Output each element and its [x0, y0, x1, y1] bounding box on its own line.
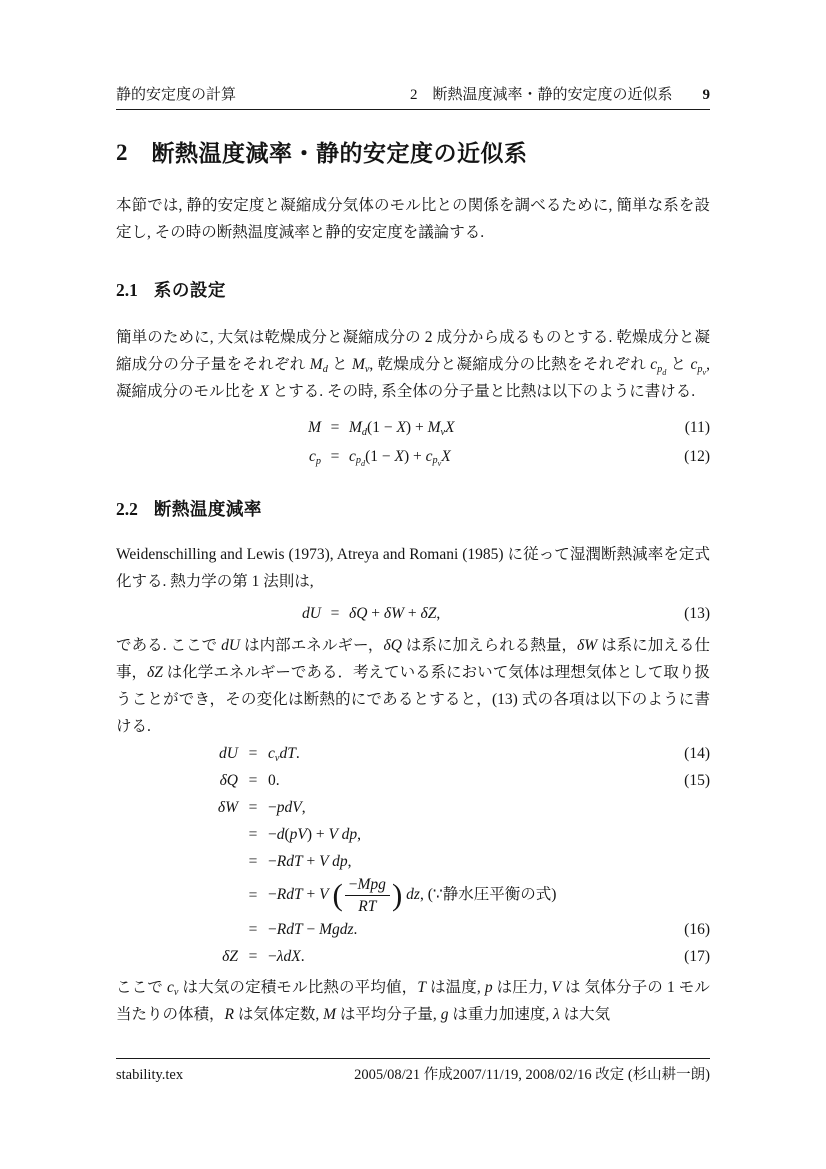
footer-revision: 2005/08/21 作成2007/11/19, 2008/02/16 改定 (杉山耕一朗)	[354, 1067, 710, 1083]
equation-12-rhs: $c_{p_d}(1 - X) + c_{p_v}X$	[349, 447, 451, 469]
equation-16-line-2-rhs: −d(pV) + V dp,	[268, 825, 361, 843]
equation-15-lhs: δQ	[219, 771, 238, 789]
equation-14	[116, 740, 710, 767]
equation-17	[116, 943, 710, 970]
equation-13-lhs: dU	[302, 604, 321, 622]
equation-12-number: (12)	[684, 447, 710, 465]
equation-16-line-3	[116, 848, 710, 875]
equation-16-line-5	[116, 916, 710, 943]
equation-16-line-4-rhs: −RdT + V ( $\frac{\text{−Mpg}}{RT}$ ) dz, (∵静水圧平衡の式)	[268, 876, 557, 915]
equation-16-line-5-rhs: −RdT − Mgdz.	[268, 920, 358, 938]
equation-16-line-5-relation: =	[248, 920, 258, 938]
equation-16-line-3-relation: =	[248, 852, 258, 870]
equation-11-relation: =	[330, 418, 340, 436]
equation-13	[116, 599, 710, 628]
page-footer	[116, 1058, 710, 1084]
subsection-2-2-heading	[116, 497, 710, 521]
subsection-2-1-heading	[116, 278, 710, 302]
equation-13-rhs: δQ + δW + δZ,	[349, 604, 441, 622]
section-number: 2	[116, 140, 128, 165]
running-header-page-number: 9	[702, 87, 710, 103]
subsection-2-1-number: 2.1	[116, 280, 138, 300]
equation-17-number: (17)	[684, 947, 710, 965]
equation-14-lhs: dU	[219, 744, 238, 762]
paragraph-symbol-definitions: ここで $c_v$ は大気の定積モル比熱の平均値，T は温度, p は圧力, V は 気体分子の 1 モル当たりの体積，R は気体定数, M は平均分子量, g は重力加速度, λ は大気	[116, 979, 710, 1023]
equation-15	[116, 767, 710, 794]
section-label: 断熱温度減率・静的安定度の近似系	[151, 140, 528, 166]
equation-16-line-1-rhs: −pdV,	[268, 798, 306, 816]
equation-15-rhs: 0.	[268, 771, 280, 789]
equation-11	[116, 413, 710, 442]
equation-14-relation: =	[248, 744, 258, 762]
equation-12-lhs: $c_p$	[309, 447, 321, 467]
equation-17-rhs: −λdX.	[268, 947, 305, 965]
equation-16-line-1-lhs: δW	[217, 798, 238, 816]
equation-15-relation: =	[248, 771, 258, 789]
equation-14-rhs: $c_vdT$.	[268, 744, 300, 764]
left-paren-icon: (	[332, 877, 343, 912]
equation-12-relation: =	[330, 447, 340, 465]
equation-16-line-2	[116, 821, 710, 848]
running-header-title: 静的安定度の計算	[116, 87, 237, 103]
paragraph-first-law: Weidenschilling and Lewis (1973), Atreya and Romani (1985) に従って湿潤断熱減率を定式化する. 熱力学の第 1 法則は,	[116, 546, 710, 590]
equation-16-line-4	[116, 875, 710, 916]
right-paren-icon: )	[391, 877, 403, 912]
footer-filename: stability.tex	[116, 1067, 184, 1083]
equation-17-relation: =	[248, 947, 258, 965]
equation-17-lhs: δZ	[222, 947, 238, 965]
section-title	[116, 138, 710, 168]
equation-16-line-1	[116, 794, 710, 821]
running-header-section: 2 断熱温度減率・静的安定度の近似系	[409, 87, 673, 103]
equation-16-line-1-relation: =	[248, 798, 258, 816]
subsection-2-1-label: 系の設定	[153, 280, 226, 300]
paragraph-system-setup: 簡単のために, 大気は乾燥成分と凝縮成分の 2 成分から成るものとする. 乾燥成分と凝縮成分の分子量をそれぞれ $M_d$ と $M_v$, 乾燥成分と凝縮成分の比熱をそれぞれ $c_{p_d}$ と $c_{p_v}$, 凝縮成分のモル比を X とする. その時, 系全体の分子量と比熱は以下のように書ける.	[116, 329, 710, 400]
subsection-2-2-label: 断熱温度減率	[153, 499, 262, 519]
equation-11-rhs: $M_d(1 - X) + M_vX$	[349, 418, 455, 438]
equation-15-number: (15)	[684, 771, 710, 789]
equation-array-14-17	[116, 740, 710, 970]
equation-11-lhs: M	[308, 418, 321, 436]
equation-13-relation: =	[330, 604, 340, 622]
equation-14-number: (14)	[684, 744, 710, 762]
equation-16-line-3-rhs: −RdT + V dp,	[268, 852, 352, 870]
equation-group-13	[116, 599, 710, 628]
equation-16-line-2-relation: =	[248, 825, 258, 843]
paragraph-intro: 本節では, 静的安定度と凝縮成分気体のモル比との関係を調べるために, 簡単な系を設定し, その時の断熱温度減率と静的安定度を議論する.	[116, 197, 710, 241]
equation-11-number: (11)	[684, 418, 710, 436]
equation-13-number: (13)	[684, 604, 710, 622]
paragraph-term-explanation: である. ここで dU は内部エネルギー，δQ は系に加えられる熱量，δW は系に加える仕事，δZ は化学エネルギーである．考えている系において気体は理想気体として取り扱うことができ，その変化は断熱的にであるとすると，(13) 式の各項は以下のように書ける.	[116, 637, 710, 735]
equation-16-number: (16)	[684, 920, 710, 938]
equation-16-line-4-relation: =	[248, 886, 258, 904]
subsection-2-2-number: 2.2	[116, 499, 138, 519]
running-header-right	[410, 86, 710, 104]
equation-group-11-12	[116, 413, 710, 471]
equation-12	[116, 442, 710, 471]
running-header	[116, 86, 710, 110]
